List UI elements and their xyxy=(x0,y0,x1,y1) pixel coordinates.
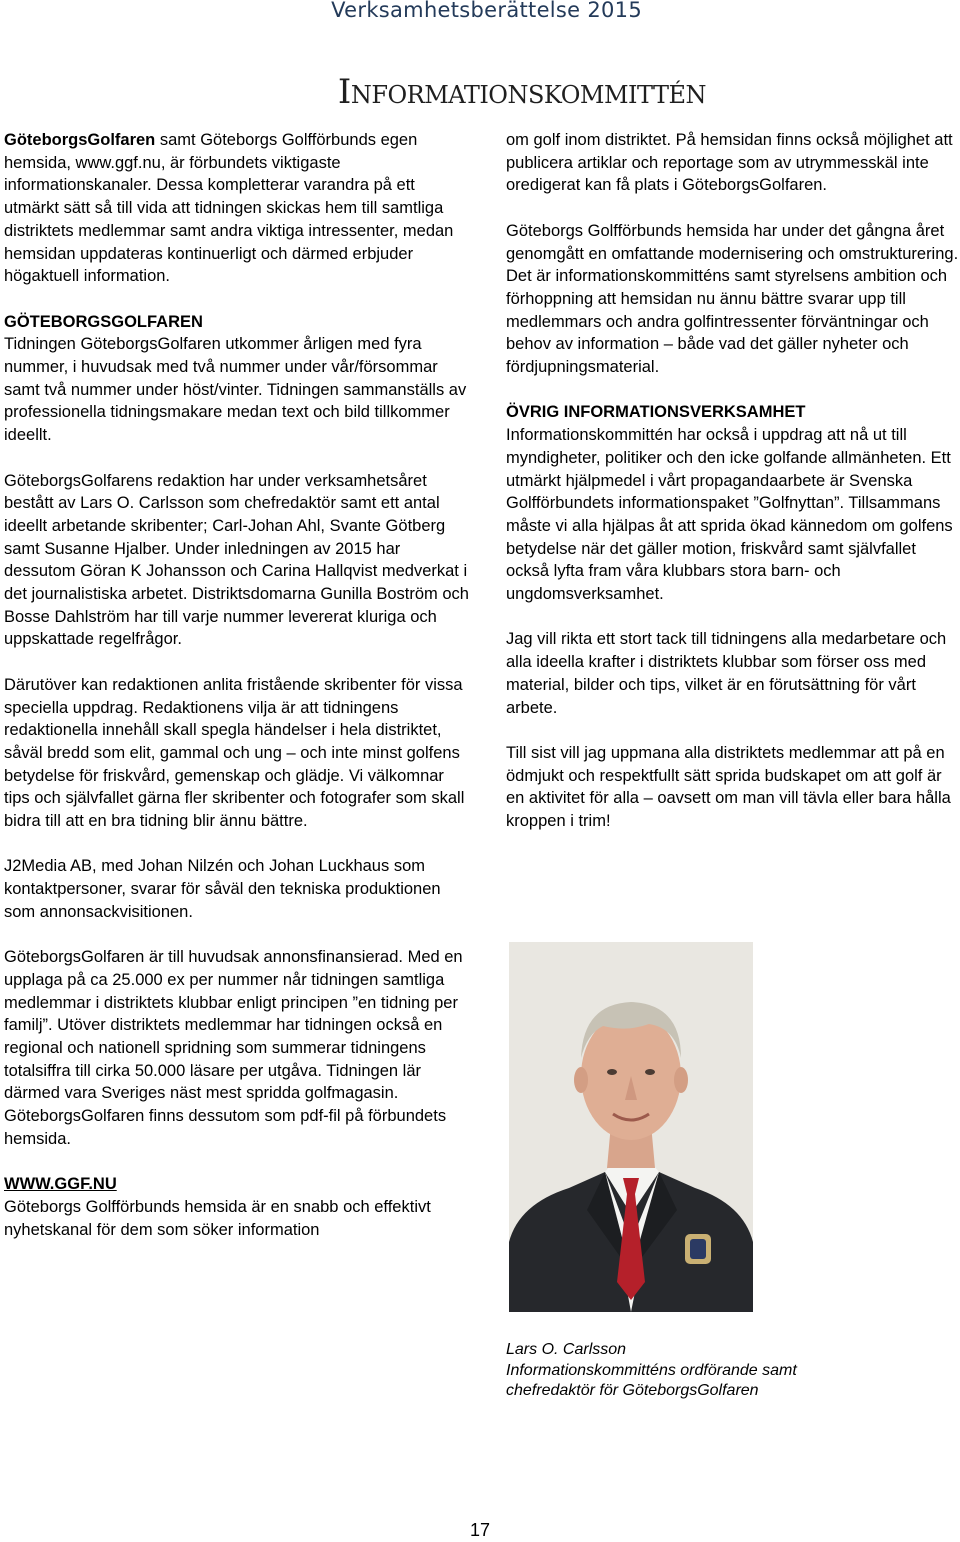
intro-paragraph xyxy=(4,129,474,288)
paragraph-closing: Till sist vill jag uppmana alla distriktets medlemmar att på en ödmjukt och respektfullt sätt sprida budskapet om att golf är en aktivitet för alla – oavsett om man vill tävla eller bara hålla kroppen i trim! xyxy=(506,743,951,831)
paragraph-magazine-issues: Tidningen GöteborgsGolfaren utkommer årligen med fyra nummer, i huvudsak med två nummer under vår/försommar samt två nummer under höst/vinter. Tidningen sammanställs av professionella tidningsmakare medan text och bild tillkommer ideellt. xyxy=(4,335,467,445)
heading-ovrig-information: ÖVRIG INFORMATIONSVERKSAMHET xyxy=(506,403,806,422)
intro-strong: GöteborgsGolfaren xyxy=(4,131,156,149)
running-header: Verksamhetsberättelse 2015 xyxy=(331,0,642,22)
photo-caption xyxy=(506,1340,797,1402)
caption-role-line1: Informationskommitténs ordförande samt xyxy=(506,1361,797,1379)
paragraph-editorial-staff: GöteborgsGolfarens redaktion har under verksamhetsåret bestått av Lars O. Carlsson som chefredaktör samt ett antal ideellt arbetande skribenter; Carl-Johan Ahl, Svante Götberg samt Susanne Hjalber. Under inledningen av 2015 har dessutom Göran K Johansson och Carina Hallqvist medverkat i det journalistiska arbetet. Distriktsdomarna Gunilla Boström och Bosse Dahlström har till varje nummer levererat kluriga och uppskattade regelfrågor. xyxy=(4,471,469,649)
paragraph-outreach: Informationskommittén har också i uppdrag att nå ut till myndigheter, politiker och den icke golfande allmänheten. Ett utmärkt hjälpmedel i vårt propagandaarbete är Svenska Golfförbundets informationspaket ”Golfnyttan”. Tillsammans måste vi alla hjälpas åt att sprida ökad kännedom om golfens betydelse när det gäller motion, friskvård samt självfallet också lyfta fram våra klubbars stora barn- och ungdomsverksamhet. xyxy=(506,426,953,604)
paragraph-website-modernisation: Göteborgs Golfförbunds hemsida har under det gångna året genomgått en omfattande modernisering och omstrukturering. Det är informationskommitténs samt styrelsens ambition och förhoppning att hemsidan nu ännu bättre svarar upp till medlemmars och andra golfintressenter förväntningar och behov av information – både vad det gäller nyheter och fördjupningsmaterial. xyxy=(506,221,959,377)
paragraph-freelance-writers: Därutöver kan redaktionen anlita fristående skribenter för vissa speciella uppdrag. Redaktionens vilja är att tidningens redaktionella innehåll skall spegla händelser i hela distriktet, såväl bredd som elit, gammal och ung – och inte minst golfens betydelse för friskvård, gemenskap och glädje. Vi välkomnar tips och självfallet gärna fler skribenter och fotografer som skall bidra till att en bra tidning blir ännu bättre. xyxy=(4,675,465,831)
intro-text: samt Göteborgs Golfförbunds egen hemsida, www.ggf.nu, är förbundets viktigaste informationskanaler. Dessa kompletterar varandra på ett utmärkt sätt så till vida att tidningen skickas hem till samtliga distriktets medlemmar samt andra viktiga intressenter, medan hemsidan uppdateras kontinuerligt och därmed erbjuder högaktuell information. xyxy=(4,131,454,286)
paragraph-website: Göteborgs Golfförbunds hemsida är en snabb och effektivt nyhetskanal för dem som söker information xyxy=(4,1197,431,1239)
website-link[interactable]: WWW.GGF.NU xyxy=(4,1175,117,1194)
paragraph-circulation: GöteborgsGolfaren är till huvudsak annonsfinansierad. Med en upplaga på ca 25.000 ex per nummer når tidningen samtliga medlemmar i distriktets klubbar enligt principen ”en tidning per familj”. Utöver distriktets medlemmar har tidningen också en regional och nationell spridning som summerar tidningens totalsiffra till cirka 50.000 läsare per utgåva. Tidningen lär därmed vara Sveriges näst mest spridda golfmagasin. GöteborgsGolfaren finns dessutom som pdf-fil på förbundets hemsida. xyxy=(4,948,463,1148)
caption-role-line2: chefredaktör för GöteborgsGolfaren xyxy=(506,1382,759,1399)
right-column xyxy=(506,129,960,833)
page-number: 17 xyxy=(469,1520,491,1540)
paragraph-website-cont: om golf inom distriktet. På hemsidan finns också möjlighet att publicera artiklar och reportage som av utrymmesskäl inte oredigerat kan få plats i GöteborgsGolfaren. xyxy=(506,131,953,195)
section-title: Informationskommittén xyxy=(337,72,706,112)
paragraph-thanks: Jag vill rikta ett stort tack till tidningens alla medarbetare och alla ideella krafter i distriktets klubbar som förser oss med material, bilder och tips, vilket är en förutsättning för vårt arbete. xyxy=(506,630,947,717)
caption-name: Lars O. Carlsson xyxy=(506,1341,627,1358)
paragraph-production: J2Media AB, med Johan Nilzén och Johan Luckhaus som kontaktpersoner, svarar för såväl den tekniska produktionen som annonsackvisitionen. xyxy=(4,857,441,921)
left-column xyxy=(4,129,474,1241)
portrait-photo xyxy=(509,942,753,1312)
heading-goteborgsgolfaren: GÖTEBORGSGOLFAREN xyxy=(4,312,203,331)
